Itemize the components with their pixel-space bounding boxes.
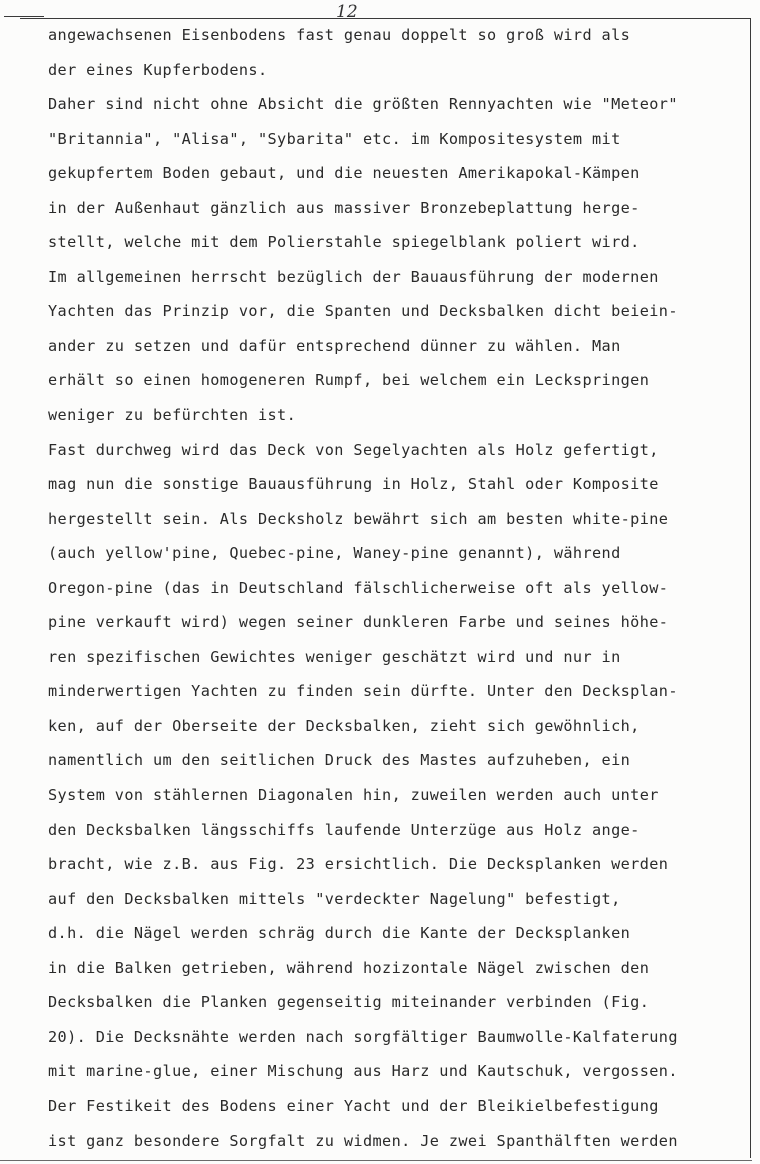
text-line: "Britannia", "Alisa", "Sybarita" etc. im Kompositesystem mit — [48, 129, 621, 148]
text-line: (auch yellow'pine, Quebec-pine, Waney-pine genannt), während — [48, 544, 621, 563]
text-line: stellt, welche mit dem Polierstahle spiegelblank poliert wird. — [48, 233, 640, 252]
text-line: mag nun die sonstige Bauausführung in Holz, Stahl oder Komposite — [48, 475, 659, 494]
text-line: namentlich um den seitlichen Druck des Mastes aufzuheben, ein — [48, 751, 631, 770]
text-line: d.h. die Nägel werden schräg durch die Kante der Decksplanken — [48, 924, 631, 943]
text-line: ken, auf der Oberseite der Decksbalken, zieht sich gewöhnlich, — [48, 716, 640, 735]
text-line: Oregon-pine (das in Deutschland fälschlicherweise oft als yellow- — [48, 578, 669, 597]
text-line: pine verkauft wird) wegen seiner dunkleren Farbe und seines höhe- — [48, 613, 669, 632]
text-line: Im allgemeinen herrscht bezüglich der Bauausführung der modernen — [48, 267, 659, 286]
top-border-line — [20, 18, 750, 19]
text-line: den Decksbalken längsschiffs laufende Unterzüge aus Holz ange- — [48, 820, 640, 839]
text-line: Decksbalken die Planken gegenseitig miteinander verbinden (Fig. — [48, 993, 650, 1012]
text-line: erhält so einen homogeneren Rumpf, bei welchem ein Leckspringen — [48, 371, 650, 390]
text-line: gekupfertem Boden gebaut, und die neuesten Amerikapokal-Kämpen — [48, 164, 640, 183]
text-line: Yachten das Prinzip vor, die Spanten und Decksbalken dicht beiein- — [48, 302, 678, 321]
text-line: ren spezifischen Gewichtes weniger geschätzt wird und nur in — [48, 647, 621, 666]
text-line: angewachsenen Eisenbodens fast genau doppelt so groß wird als — [48, 26, 631, 44]
text-line: in die Balken getrieben, während hozizontale Nägel zwischen den — [48, 958, 650, 977]
text-line: weniger zu befürchten ist. — [48, 406, 297, 425]
text-line: in der Außenhaut gänzlich aus massiver Bronzebeplattung herge- — [48, 198, 640, 217]
right-border-line — [750, 18, 751, 1158]
text-line: System von stählernen Diagonalen hin, zuweilen werden auch unter — [48, 786, 659, 805]
page-number: 12 — [336, 2, 358, 22]
text-line: hergestellt sein. Als Decksholz bewährt sich am besten white-pine — [48, 509, 669, 528]
text-line: ander zu setzen und dafür entsprechend dünner zu wählen. Man — [48, 336, 621, 355]
text-line: mit marine-glue, einer Mischung aus Harz und Kautschuk, vergossen. — [48, 1062, 678, 1081]
text-line: der eines Kupferbodens. — [48, 60, 268, 79]
text-line: Fast durchweg wird das Deck von Segelyachten als Holz gefertigt, — [48, 440, 659, 459]
text-line: auf den Decksbalken mittels "verdeckter Nagelung" befestigt, — [48, 889, 621, 908]
text-line: minderwertigen Yachten zu finden sein dürfte. Unter den Decksplan- — [48, 682, 678, 701]
text-line: ist ganz besondere Sorgfalt zu widmen. Je zwei Spanthälften werden — [48, 1131, 678, 1150]
top-left-tick-mark — [4, 16, 44, 17]
body-text — [48, 22, 748, 1162]
text-line: 20). Die Decksnähte werden nach sorgfältiger Baumwolle-Kalfaterung — [48, 1027, 678, 1046]
text-line: Daher sind nicht ohne Absicht die größten Rennyachten wie "Meteor" — [48, 95, 678, 114]
text-line: Der Festikeit des Bodens einer Yacht und der Bleikielbefestigung — [48, 1096, 659, 1115]
text-line: bracht, wie z.B. aus Fig. 23 ersichtlich. Die Decksplanken werden — [48, 855, 669, 874]
